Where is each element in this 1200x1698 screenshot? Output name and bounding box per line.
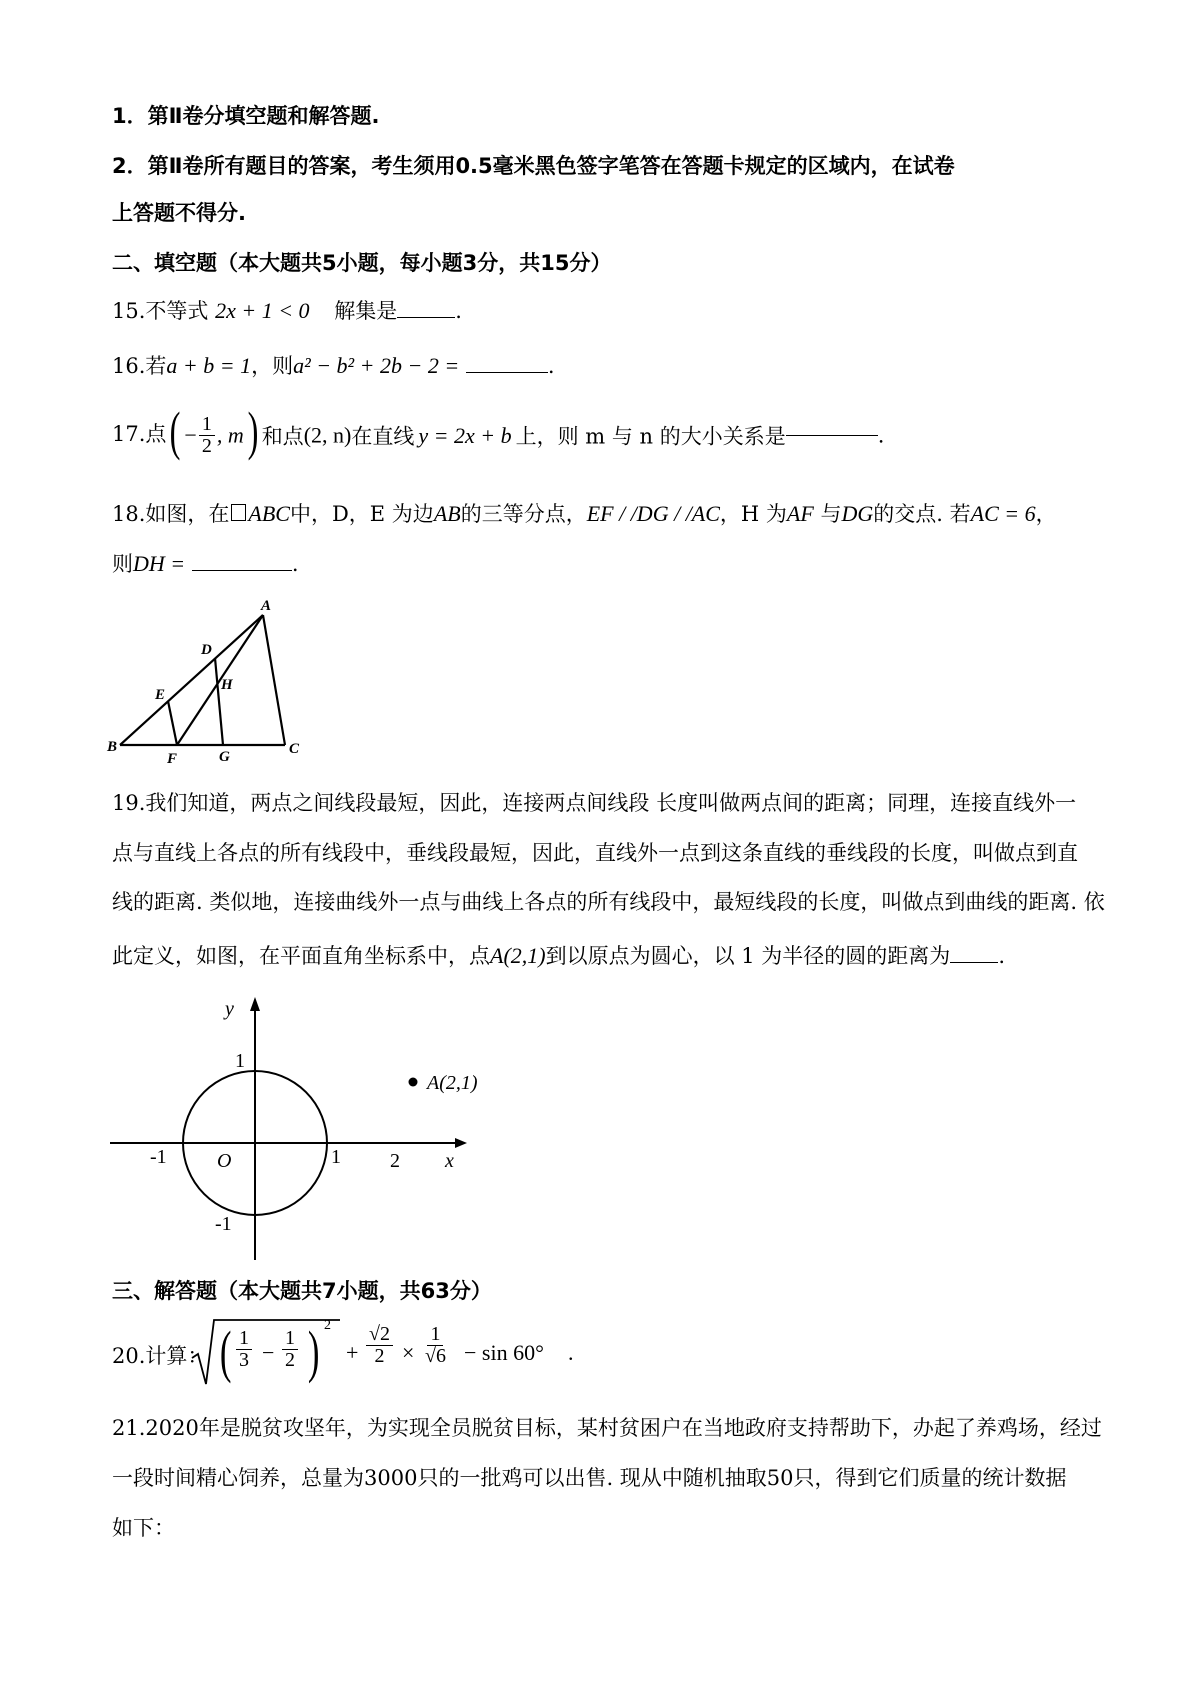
triangle-symbol-icon <box>231 504 246 521</box>
q18-text-then: 则 <box>112 552 133 576</box>
q20-f4-den: √6 <box>425 1345 446 1367</box>
question-15 <box>112 295 462 325</box>
note-2-line-2: 上答题不得分. <box>112 201 246 225</box>
q17-answer-blank <box>786 435 878 436</box>
q20-num: 20. <box>112 1344 146 1368</box>
x-axis-arrow-icon <box>455 1138 467 1148</box>
q20-sin: − sin 60° <box>464 1340 544 1365</box>
q17-and: 和点 <box>261 424 304 449</box>
q20-f1-num: 1 <box>236 1328 252 1350</box>
q18-line-dg: DG <box>841 501 874 526</box>
q15-expression: 2x + 1 < 0 <box>215 298 310 323</box>
q20-f2-num: 1 <box>282 1328 298 1350</box>
question-21-line-2: 一段时间精心饲养，总量为3000只的一批鸡可以出售. 现从中随机抽取50只，得到它们质量的统计数据 <box>112 1466 1067 1490</box>
q20-close-paren: ) <box>307 1319 320 1384</box>
q17-pt1-tail: , m <box>216 422 244 448</box>
point-a-label: A(2,1) <box>427 1072 478 1094</box>
label-g: G <box>219 749 230 765</box>
origin-label: O <box>217 1150 232 1172</box>
q20-fraction-2 <box>282 1328 298 1371</box>
q15-end: . <box>455 299 462 323</box>
y-tick-1: 1 <box>235 1050 245 1072</box>
question-21-line-3: 如下： <box>112 1516 175 1540</box>
question-17 <box>112 400 885 461</box>
q20-exponent: 2 <box>324 1318 331 1333</box>
coordinate-figure <box>95 995 495 1265</box>
question-18-line-2 <box>112 548 299 578</box>
q17-minus: − <box>184 422 197 448</box>
q17-frac-num: 1 <box>199 414 215 436</box>
q17-post: 上，则 m 与 n 的大小关系是 <box>515 424 786 449</box>
question-21-line-1: 21.2020年是脱贫攻坚年，为实现全员脱贫目标，某村贫困户在当地政府支持帮助下，办起了养鸡场，经过 <box>112 1416 1102 1440</box>
q18-text-b: 中，D，E 为边 <box>289 502 434 526</box>
q17-line-equation: y = 2x + b <box>418 422 512 448</box>
question-18-line-1 <box>112 498 1057 528</box>
q15-post: 解集是 <box>334 299 398 323</box>
x-tick-2: 2 <box>390 1150 400 1172</box>
q16-mid: ，则 <box>251 354 294 378</box>
q20-plus: + <box>346 1340 359 1365</box>
question-19-line-2: 点与直线上各点的所有线段中，垂线段最短，因此，直线外一点到这条直线的垂线段的长度，叫做点到直 <box>112 841 1078 865</box>
q20-open-paren: ( <box>219 1319 232 1384</box>
q17-open-paren: ( <box>170 400 181 461</box>
label-h: H <box>221 677 233 693</box>
q17-number: 17. <box>112 422 146 446</box>
q20-f3-den: 2 <box>374 1345 385 1367</box>
q18-triangle-name: ABC <box>248 501 290 526</box>
x-axis-label: x <box>445 1150 454 1172</box>
q18-dh: DH = <box>133 551 186 576</box>
q16-number: 16. <box>112 354 146 378</box>
x-tick-1: 1 <box>331 1146 341 1168</box>
q18-end: . <box>291 552 299 576</box>
q18-answer-blank <box>192 570 292 571</box>
q18-text-d: ，H 为 <box>719 502 787 526</box>
label-a: A <box>261 598 272 614</box>
q18-line-af: AF <box>786 501 814 526</box>
label-b: B <box>107 739 118 755</box>
q19-point: A(2,1) <box>490 943 546 968</box>
section-3-heading: 三、解答题（本大题共7小题，共63分） <box>112 1279 492 1303</box>
q20-times: × <box>402 1340 415 1365</box>
q20-fraction-1 <box>236 1328 252 1371</box>
q20-f4-num: 1 <box>427 1324 443 1346</box>
note-2-line-1: 2．第Ⅱ卷所有题目的答案，考生须用0.5毫米黑色签字笔答在答题卡规定的区域内，在试卷 <box>112 154 955 178</box>
q18-text-c: 的三等分点， <box>460 502 587 526</box>
q18-text-e: 与 <box>820 502 842 526</box>
q18-text-g: ， <box>1035 502 1057 526</box>
q16-expression: a² − b² + 2b − 2 = <box>293 353 460 378</box>
q17-point-2: (2, n) <box>303 422 352 448</box>
note-1: 1．第Ⅱ卷分填空题和解答题. <box>112 104 380 128</box>
q19-text-a: 此定义，如图，在平面直角坐标系中，点 <box>112 944 490 968</box>
q18-text-f: 的交点. 若 <box>873 502 971 526</box>
y-axis-arrow-icon <box>250 997 260 1011</box>
q20-pre: 计算： <box>145 1344 209 1368</box>
x-tick-neg1: -1 <box>150 1146 167 1168</box>
q15-answer-blank <box>397 317 455 318</box>
q15-pre: 不等式 <box>145 299 209 323</box>
q20-f3-num: √2 <box>366 1324 393 1346</box>
q20-fraction-3 <box>366 1324 393 1367</box>
q20-end: . <box>568 1340 574 1365</box>
question-19-line-3: 线的距离. 类似地，连接曲线外一点与曲线上各点的所有线段中，最短线段的长度，叫做点到曲线的距离. 依 <box>112 890 1105 914</box>
q20-fraction-4 <box>422 1324 449 1367</box>
label-c: C <box>289 741 300 757</box>
q18-ac-value: AC = 6 <box>970 501 1036 526</box>
q18-side-ab: AB <box>433 501 461 526</box>
q17-fraction <box>199 414 215 457</box>
point-a-marker <box>409 1078 418 1087</box>
q19-answer-blank <box>950 962 998 963</box>
label-e: E <box>155 687 166 703</box>
q16-end: . <box>547 354 555 378</box>
q16-condition: a + b = 1 <box>166 353 252 378</box>
q19-text-b: 到以原点为圆心，以 1 为半径的圆的距离为 <box>545 944 951 968</box>
question-19-line-4 <box>112 940 1005 970</box>
q17-pre: 点 <box>145 422 167 446</box>
label-d: D <box>201 642 212 658</box>
q20-minus: − <box>262 1340 275 1365</box>
section-2-heading: 二、填空题（本大题共5小题，每小题3分，共15分） <box>112 251 612 275</box>
q16-pre: 若 <box>145 354 167 378</box>
question-16 <box>112 350 555 380</box>
question-19-line-1: 19.我们知道，两点之间线段最短，因此，连接两点间线段 长度叫做两点间的距离；同理，连接直线外一 <box>112 791 1077 815</box>
label-f: F <box>167 751 178 767</box>
y-tick-neg1: -1 <box>215 1213 232 1235</box>
q18-text-a: 如图，在 <box>145 502 230 526</box>
q19-end: . <box>998 944 1005 968</box>
q17-end: . <box>877 423 885 448</box>
y-axis-label: y <box>225 998 234 1020</box>
q17-close-paren: ) <box>247 400 259 461</box>
triangle-figure <box>105 595 335 767</box>
q15-number: 15. <box>112 299 146 323</box>
q18-parallel: EF / /DG / /AC <box>586 501 720 526</box>
q18-number: 18. <box>112 502 146 526</box>
q17-frac-den: 2 <box>201 435 212 457</box>
q20-f2-den: 2 <box>285 1349 295 1371</box>
q20-f1-den: 3 <box>239 1349 249 1371</box>
q17-in-line: 在直线 <box>351 424 415 449</box>
q16-answer-blank <box>466 372 548 373</box>
